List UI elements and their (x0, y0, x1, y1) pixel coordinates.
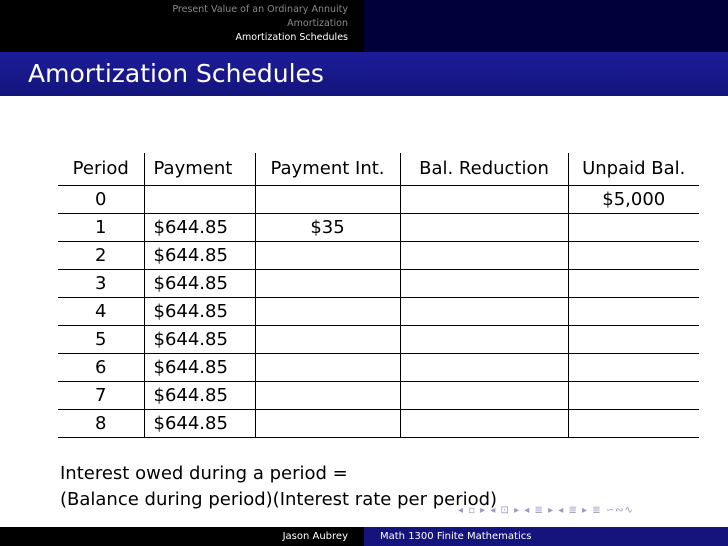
cell-unpaid-balance (568, 269, 699, 297)
amortization-table (58, 153, 699, 438)
cell-period: 3 (58, 269, 144, 297)
cell-period: 5 (58, 325, 144, 353)
cell-payment: $644.85 (144, 353, 255, 381)
cell-unpaid-balance (568, 213, 699, 241)
cell-unpaid-balance (568, 409, 699, 437)
cell-payment: $644.85 (144, 381, 255, 409)
cell-period: 6 (58, 353, 144, 381)
cell-unpaid-balance (568, 353, 699, 381)
table-row (58, 185, 699, 213)
column-header-payment-interest: Payment Int. (255, 153, 400, 185)
header-subsection-link[interactable]: Amortization (287, 18, 348, 29)
navigation-symbols-icon[interactable]: ◂ ▫ ▸ ◂ ⊡ ▸ ◂ ≣ ▸ ◂ ≣ ▸ ≣ ∽∾∿ (458, 505, 634, 516)
cell-unpaid-balance (568, 241, 699, 269)
cell-payment: $644.85 (144, 297, 255, 325)
cell-balance-reduction (400, 213, 568, 241)
cell-balance-reduction (400, 409, 568, 437)
table-row (58, 353, 699, 381)
cell-balance-reduction (400, 297, 568, 325)
cell-balance-reduction (400, 269, 568, 297)
cell-payment: $644.85 (144, 269, 255, 297)
cell-payment-interest (255, 325, 400, 353)
cell-payment: $644.85 (144, 213, 255, 241)
column-header-period: Period (58, 153, 144, 185)
cell-period: 1 (58, 213, 144, 241)
cell-payment-interest (255, 269, 400, 297)
header-subsubsection-link[interactable]: Amortization Schedules (235, 32, 348, 43)
column-header-payment: Payment (144, 153, 255, 185)
interest-note-line-2: (Balance during period)(Interest rate per period) (60, 489, 498, 510)
cell-unpaid-balance: $5,000 (568, 185, 699, 213)
cell-payment-interest (255, 185, 400, 213)
cell-payment: $644.85 (144, 325, 255, 353)
table-row (58, 381, 699, 409)
column-header-unpaid-balance: Unpaid Bal. (568, 153, 699, 185)
cell-payment-interest (255, 241, 400, 269)
cell-unpaid-balance (568, 381, 699, 409)
cell-payment-interest (255, 297, 400, 325)
header-section-link[interactable]: Present Value of an Ordinary Annuity (172, 4, 348, 15)
cell-balance-reduction (400, 381, 568, 409)
cell-balance-reduction (400, 241, 568, 269)
column-header-balance-reduction: Bal. Reduction (400, 153, 568, 185)
interest-note-line-1: Interest owed during a period = (60, 463, 348, 484)
footer-course: Math 1300 Finite Mathematics (364, 527, 728, 546)
table-row (58, 297, 699, 325)
cell-period: 7 (58, 381, 144, 409)
header-right-panel (364, 0, 728, 52)
cell-payment: $644.85 (144, 409, 255, 437)
table-row (58, 241, 699, 269)
cell-payment: $644.85 (144, 241, 255, 269)
table-row (58, 325, 699, 353)
footer-author: Jason Aubrey (0, 527, 364, 546)
cell-payment-interest: $35 (255, 213, 400, 241)
cell-balance-reduction (400, 353, 568, 381)
table-row (58, 409, 699, 437)
frame-title: Amortization Schedules (0, 52, 728, 96)
cell-period: 4 (58, 297, 144, 325)
cell-balance-reduction (400, 185, 568, 213)
cell-payment-interest (255, 381, 400, 409)
cell-period: 2 (58, 241, 144, 269)
cell-payment-interest (255, 353, 400, 381)
cell-period: 0 (58, 185, 144, 213)
table-row (58, 213, 699, 241)
table-header-row (58, 153, 699, 185)
cell-period: 8 (58, 409, 144, 437)
section-navigation (0, 0, 364, 52)
cell-balance-reduction (400, 325, 568, 353)
header-bar (0, 0, 728, 52)
cell-payment-interest (255, 409, 400, 437)
cell-payment (144, 185, 255, 213)
cell-unpaid-balance (568, 297, 699, 325)
table-row (58, 269, 699, 297)
cell-unpaid-balance (568, 325, 699, 353)
